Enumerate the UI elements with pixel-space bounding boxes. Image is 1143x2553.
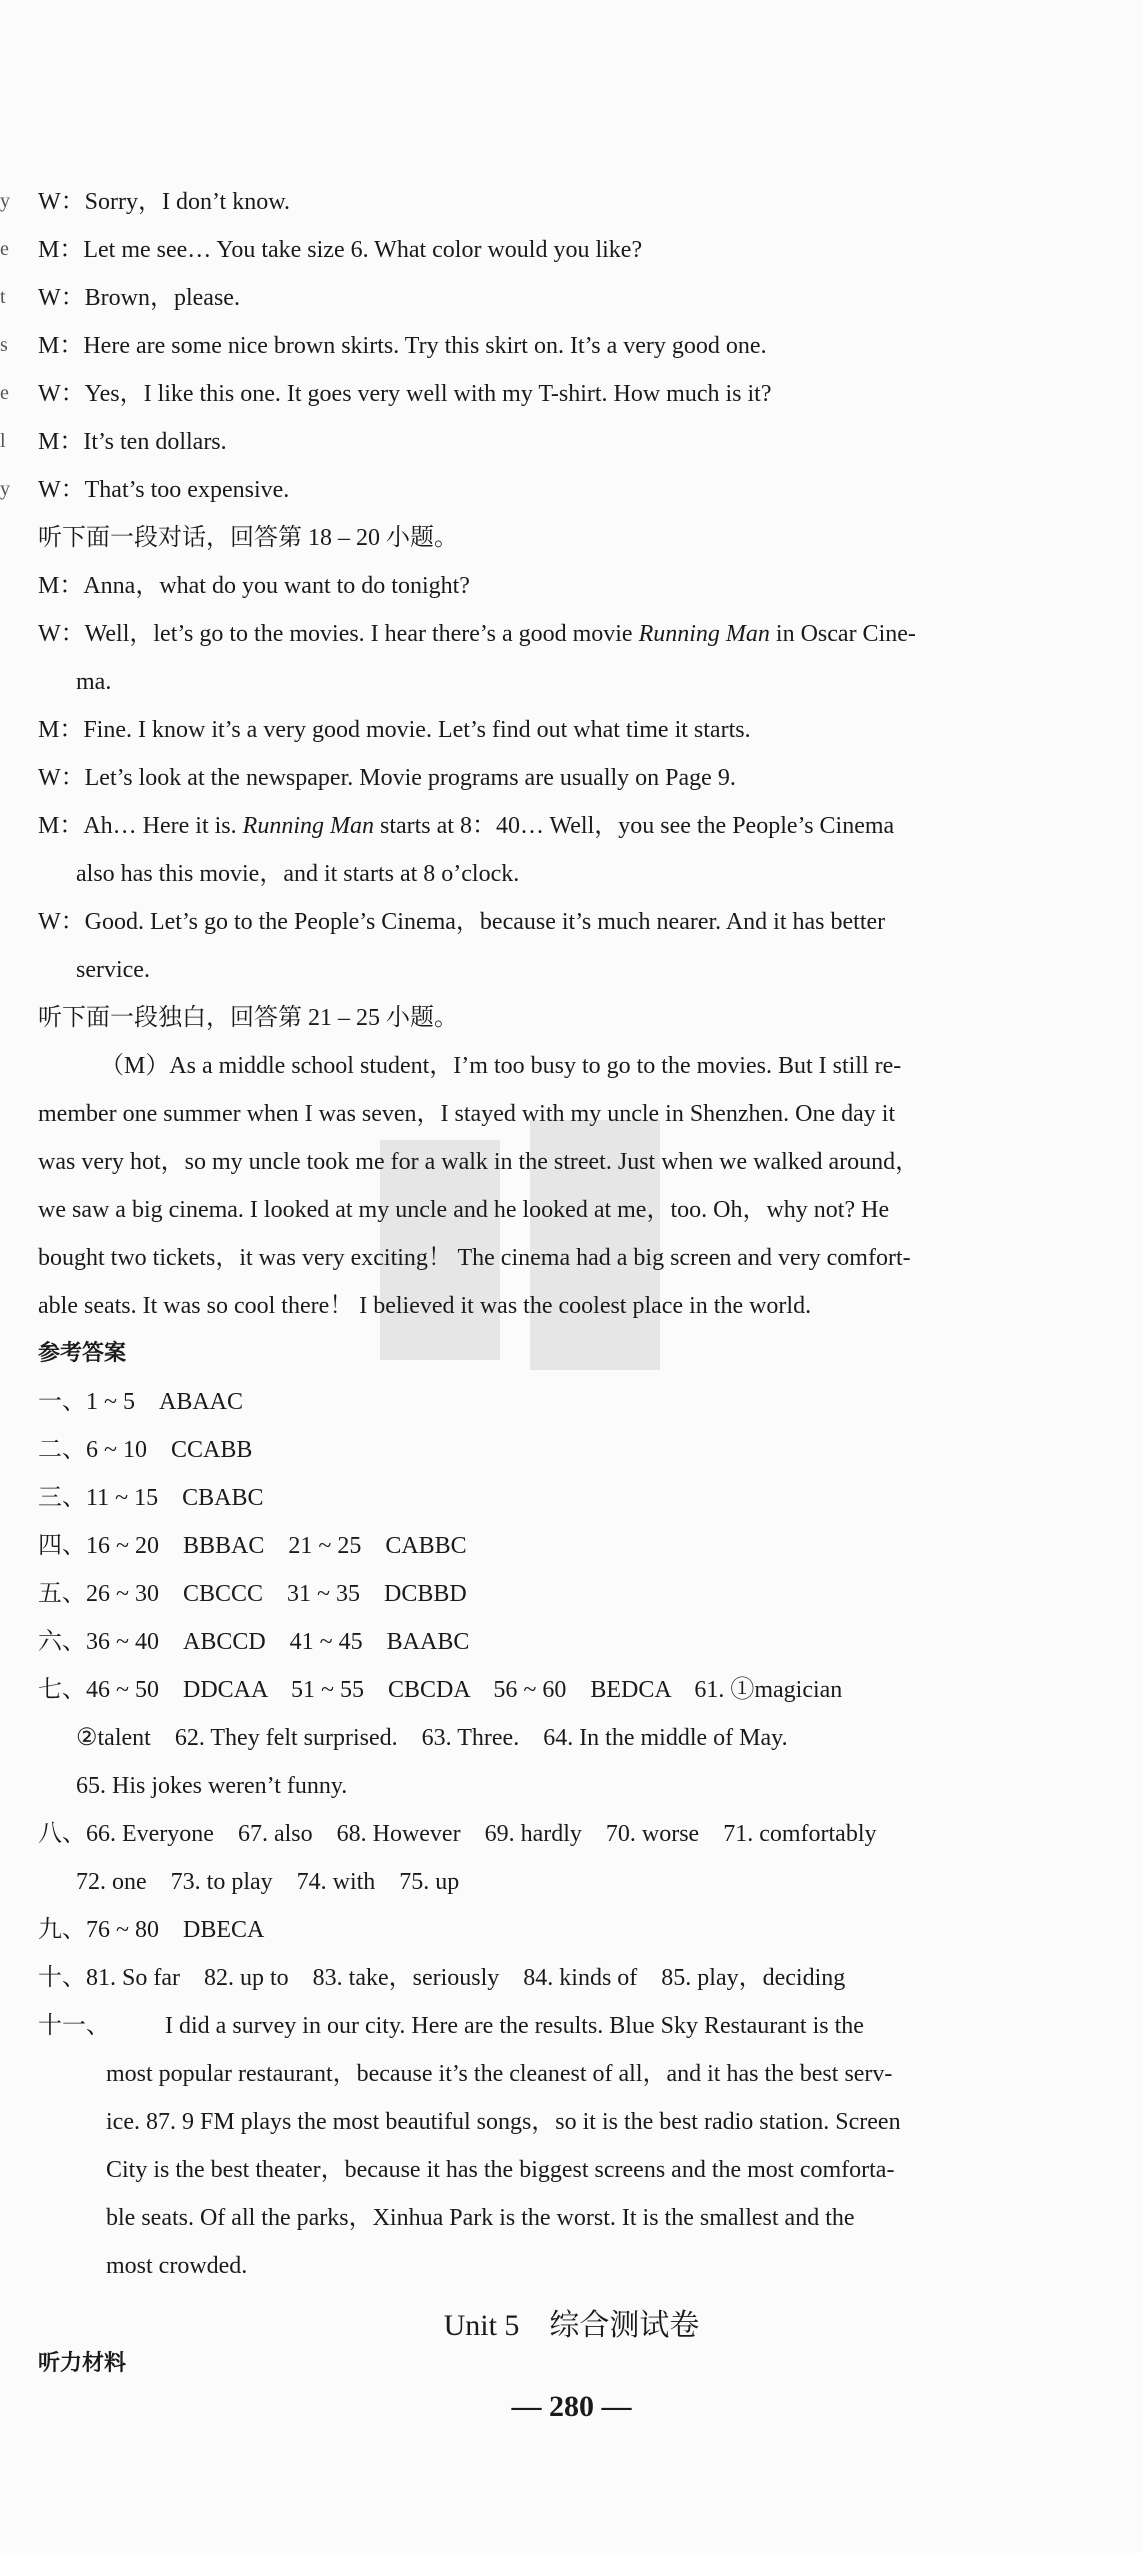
monologue-line: was very hot，so my uncle took me for a walk in the street. Just when we walked around，	[38, 1149, 920, 1175]
dialogue-line: W：Yes，I like this one. It goes very well with my T-shirt. How much is it?	[38, 381, 772, 407]
unit-title: Unit 5 综合测试卷	[443, 2309, 700, 2342]
answer-line: 72. one 73. to play 74. with 75. up	[76, 1869, 460, 1895]
monologue-line: bought two tickets，it was very exciting！ The cinema had a big screen and very comfort-	[38, 1245, 911, 1271]
answers-heading: 参考答案	[38, 1341, 127, 1366]
essay-line: most popular restaurant，because it’s the cleanest of all，and it has the best serv-	[106, 2061, 893, 2087]
dialogue-line: M：Here are some nice brown skirts. Try this skirt on. It’s a very good one.	[38, 333, 767, 359]
dialogue-line	[38, 610, 916, 658]
answer-line: 七、46 ~ 50 DDCAA 51 ~ 55 CBCDA 56 ~ 60 BEDCA 61. ①magician	[38, 1677, 843, 1703]
page-number: — 280 —	[511, 2390, 632, 2423]
dialogue-line: M：It’s ten dollars.	[38, 429, 227, 455]
dialogue-text: M：Ah… Here it is.	[38, 813, 243, 839]
monologue-line: （M）As a middle school student，I’m too busy to go to the movies. But I still re-	[100, 1053, 902, 1079]
dialogue-line: W：That’s too expensive.	[38, 477, 290, 503]
essay-line: City is the best theater，because it has the biggest screens and the most comforta-	[106, 2157, 895, 2183]
answer-line: 五、26 ~ 30 CBCCC 31 ~ 35 DCBBD	[38, 1581, 467, 1607]
answer-line: 四、16 ~ 20 BBBAC 21 ~ 25 CABBC	[38, 1533, 467, 1559]
margin-mark: e	[0, 238, 9, 260]
answer-line: 65. His jokes weren’t funny.	[76, 1773, 348, 1799]
dialogue-text: in Oscar Cine-	[769, 621, 916, 647]
dialogue-line: W：Good. Let’s go to the People’s Cinema，because it’s much nearer. And it has better	[38, 909, 886, 935]
margin-mark: l	[0, 430, 6, 452]
margin-mark: y	[0, 478, 10, 500]
margin-mark: y	[0, 190, 10, 212]
dialogue-line	[38, 802, 894, 850]
dialogue-line: W：Brown，please.	[38, 285, 240, 311]
monologue-line: member one summer when I was seven，I stayed with my uncle in Shenzhen. One day it	[38, 1101, 896, 1127]
essay-label: 十一、	[38, 2013, 110, 2039]
dialogue-text: starts at 8：40… Well，you see the People’s Cinema	[373, 813, 895, 839]
dialogue-line: M：Fine. I know it’s a very good movie. Let’s find out what time it starts.	[38, 717, 751, 743]
movie-title: Running Man	[242, 813, 374, 839]
margin-mark: s	[0, 334, 8, 356]
dialogue-line: M：Anna，what do you want to do tonight?	[38, 573, 470, 599]
dialogue-line: also has this movie，and it starts at 8 o’clock.	[76, 861, 520, 887]
dialogue-line: W：Let’s look at the newspaper. Movie programs are usually on Page 9.	[38, 765, 736, 791]
essay-line: ice. 87. 9 FM plays the most beautiful songs，so it is the best radio station. Screen	[106, 2109, 901, 2135]
monologue-line: able seats. It was so cool there！ I believed it was the coolest place in the world.	[38, 1293, 812, 1319]
essay-line: ble seats. Of all the parks，Xinhua Park is the worst. It is the smallest and the	[106, 2205, 855, 2231]
answer-line: 六、36 ~ 40 ABCCD 41 ~ 45 BAABC	[38, 1629, 470, 1655]
dialogue-line: M：Let me see… You take size 6. What color would you like?	[38, 237, 643, 263]
answer-line: 十、81. So far 82. up to 83. take，seriously 84. kinds of 85. play，deciding	[38, 1965, 846, 1991]
answer-line: 三、11 ~ 15 CBABC	[38, 1485, 264, 1511]
dialogue-line: W：Sorry，I don’t know.	[38, 189, 290, 215]
answer-line: 九、76 ~ 80 DBECA	[38, 1917, 265, 1943]
dialogue-line: ma.	[76, 669, 112, 695]
section-heading: 听下面一段独白，回答第 21 – 25 小题。	[38, 1005, 458, 1031]
section-heading: 听下面一段对话，回答第 18 – 20 小题。	[38, 525, 458, 551]
dialogue-line: service.	[76, 957, 150, 983]
monologue-line: we saw a big cinema. I looked at my uncle and he looked at me，too. Oh，why not? He	[38, 1197, 890, 1223]
movie-title: Running Man	[638, 621, 770, 647]
answer-line: 八、66. Everyone 67. also 68. However 69. hardly 70. worse 71. comfortably	[38, 1821, 877, 1847]
dialogue-text: W：Well，let’s go to the movies. I hear there’s a good movie	[38, 621, 639, 647]
listening-heading: 听力材料	[38, 2351, 127, 2376]
essay-line: I did a survey in our city. Here are the results. Blue Sky Restaurant is the	[165, 2013, 864, 2039]
answer-line: ②talent 62. They felt surprised. 63. Three. 64. In the middle of May.	[76, 1725, 788, 1751]
essay-line: most crowded.	[106, 2253, 248, 2279]
margin-mark: e	[0, 382, 9, 404]
answer-line: 一、1 ~ 5 ABAAC	[38, 1389, 243, 1415]
margin-mark: t	[0, 286, 6, 308]
answer-line: 二、6 ~ 10 CCABB	[38, 1437, 253, 1463]
